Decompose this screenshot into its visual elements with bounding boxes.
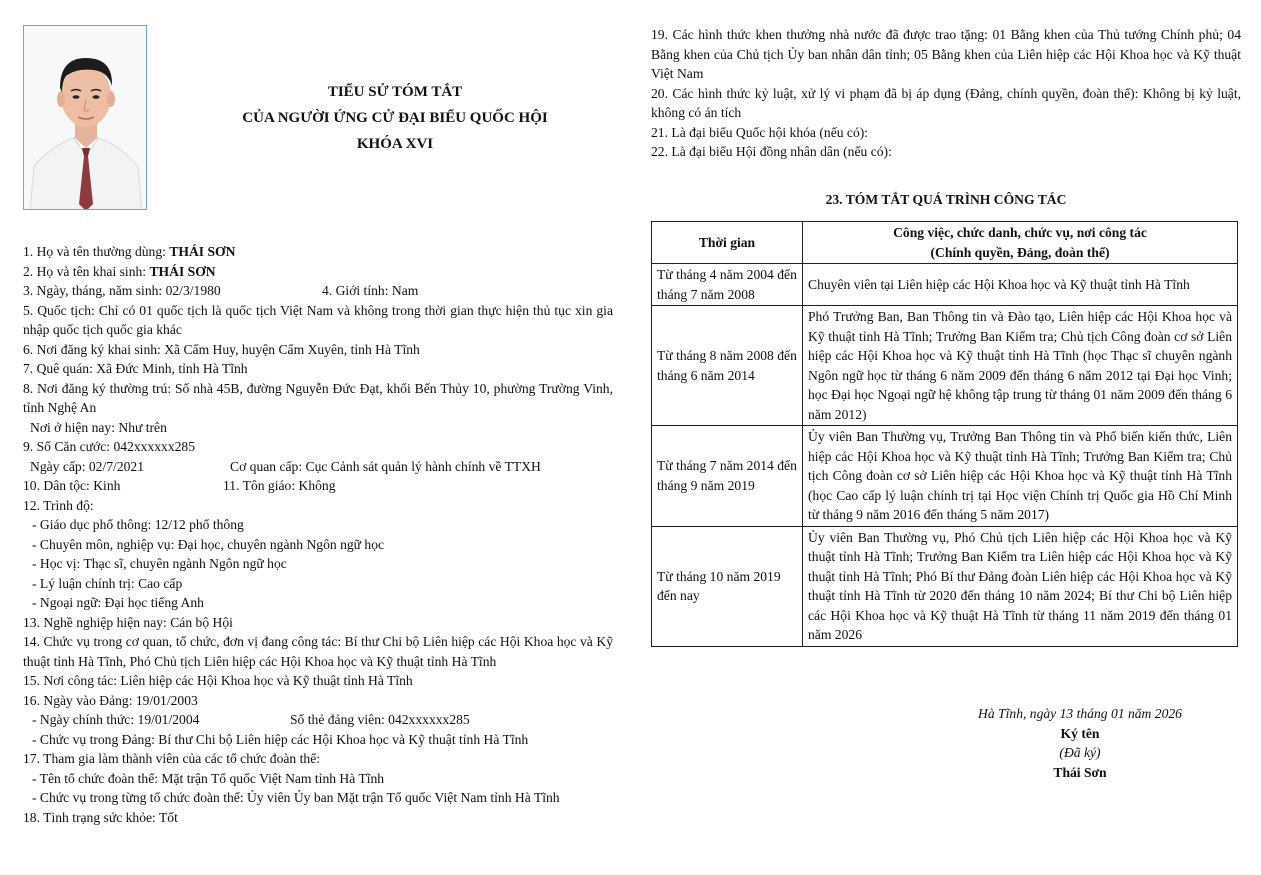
row-job: Ủy viên Ban Thường vụ, Phó Chủ tịch Liên hiệp các Hội Khoa học và Kỹ thuật tỉnh Hà Tĩnh; Trưởng Ban Kiểm tra Liên hiệp các Hội Khoa học và Kỹ thuật tỉnh Hà Tĩnh; Phó Bí thư Đảng đoàn Liên hiệp các Hội Khoa học và Kỹ thuật tỉnh Hà Tĩnh từ 2020 đến tháng 10 năm 2024; Bí thư Chi bộ Liên hiệp các Hội Khoa học và Kỹ thuật Hà Tĩnh từ tháng 11 năm 2019 đến tháng 01 năm 2026	[803, 526, 1238, 646]
item-ethnicity-religion	[23, 476, 613, 496]
row-job: Phó Trưởng Ban, Ban Thông tin và Đào tạo, Liên hiệp các Hội Khoa học và Kỹ thuật tỉnh Hà Tĩnh; Trưởng Ban Kiểm tra; Chủ tịch Công đoàn cơ sở Liên hiệp các Hội Khoa học và Kỹ thuật tỉnh Hà Tĩnh (học Thạc sĩ chuyên ngành Ngôn ngữ học từ tháng 6 năm 2009 đến tháng 6 năm 2012 tại Đại học Vinh; học Đại học Ngoại ngữ hệ không tập trung từ tháng 01 năm 2009 đến tháng 6 năm 2012)	[803, 306, 1238, 426]
item-current-residence: Nơi ở hiện nay: Như trên	[30, 419, 167, 435]
biography-right-column	[651, 25, 1241, 162]
item-education-political: - Lý luận chính trị: Cao cấp	[32, 575, 183, 591]
row-job: Chuyên viên tại Liên hiệp các Hội Khoa học và Kỹ thuật tỉnh Hà Tĩnh	[803, 264, 1238, 306]
candidate-photo	[23, 25, 147, 210]
work-history-table	[651, 221, 1238, 647]
item-hometown: 7. Quê quán: Xã Đức Minh, tỉnh Hà Tĩnh	[23, 361, 248, 376]
id-issuing-agency: Cơ quan cấp: Cục Cảnh sát quản lý hành chính về TTXH	[230, 458, 541, 474]
header-job-line-1: Công việc, chức danh, chức vụ, nơi công tác	[893, 225, 1147, 240]
title-line-2: CỦA NGƯỜI ỨNG CỬ ĐẠI BIỂU QUỐC HỘI	[242, 110, 548, 126]
biography-left-column	[23, 242, 613, 827]
item-position: 14. Chức vụ trong cơ quan, tổ chức, đơn vị đang công tác: Bí thư Chi bộ Liên hiệp các Hội Khoa học và Kỹ thuật tỉnh Hà Tĩnh, Phó Chủ tịch Liên hiệp các Hội Khoa học và Kỹ thuật tỉnh Hà Tĩnh	[23, 634, 613, 669]
item-permanent-residence: 8. Nơi đăng ký thường trú: Số nhà 45B, đường Nguyễn Đức Đạt, khối Bến Thủy 10, phường Trường Vinh, tỉnh Nghệ An	[23, 380, 613, 415]
item-birth-name: 2. Họ và tên khai sinh: THÁI SƠN	[23, 263, 216, 279]
item-education-general: - Giáo dục phổ thông: 12/12 phổ thông	[32, 517, 244, 532]
id-issue-date: Ngày cấp: 02/7/2021	[30, 458, 145, 474]
item-national-assembly: 21. Là đại biểu Quốc hội khóa (nếu có):	[651, 124, 869, 140]
signature-label: Ký tên	[1060, 725, 1100, 741]
document-title	[160, 79, 630, 157]
item-organization-position: - Chức vụ trong từng tổ chức đoàn thể: Ủy viên Ủy ban Mặt trận Tổ quốc Việt Nam tỉnh Hà Tĩnh	[32, 790, 560, 805]
item-birth-date-gender	[23, 281, 613, 301]
item-education-professional: - Chuyên môn, nghiệp vụ: Đại học, chuyên ngành Ngôn ngữ học	[32, 536, 385, 552]
birth-name-value: THÁI SƠN	[149, 263, 216, 279]
item-organization-name: - Tên tổ chức đoàn thể: Mặt trận Tổ quốc Việt Nam tỉnh Hà Tĩnh	[32, 770, 385, 786]
party-official-date: - Ngày chính thức: 19/01/2004	[32, 712, 200, 727]
row-time: Từ tháng 10 năm 2019 đến nay	[652, 526, 803, 646]
item-id-number: 9. Số Căn cước: 042xxxxxx285	[23, 439, 196, 454]
work-history-title: 23. TÓM TẮT QUÁ TRÌNH CÔNG TÁC	[825, 192, 1067, 207]
item-gender: 4. Giới tính: Nam	[322, 283, 419, 298]
header-job	[803, 222, 1238, 264]
signer-name: Thái Sơn	[1053, 764, 1107, 780]
table-row	[652, 426, 1238, 527]
item-peoples-council: 22. Là đại biểu Hội đồng nhân dân (nếu có):	[651, 144, 892, 159]
title-line-3: KHÓA XVI	[356, 136, 434, 152]
item-party-position: - Chức vụ trong Đảng: Bí thư Chi bộ Liên hiệp các Hội Khoa học và Kỹ thuật tỉnh Hà Tĩnh	[32, 731, 529, 747]
item-party-official	[23, 710, 613, 730]
item-awards: 19. Các hình thức khen thưởng nhà nước đã được trao tặng: 01 Bằng khen của Thủ tướng Chính phủ; 04 Bằng khen của Chủ tịch Ủy ban nhân dân tỉnh; 05 Bằng khen của Liên hiệp các Hội Khoa học và Kỹ thuật Việt Nam	[651, 27, 1241, 81]
item-education-language: - Ngoại ngữ: Đại học tiếng Anh	[32, 595, 204, 610]
table-row	[652, 264, 1238, 306]
item-birth-date: 3. Ngày, tháng, năm sinh: 02/3/1980	[23, 283, 221, 298]
item-religion: 11. Tôn giáo: Không	[223, 478, 336, 493]
item-organizations: 17. Tham gia làm thành viên của các tổ chức đoàn thể:	[23, 751, 321, 766]
table-header-row	[652, 222, 1238, 264]
item-birth-registration: 6. Nơi đăng ký khai sinh: Xã Cẩm Huy, huyện Cẩm Xuyên, tỉnh Hà Tĩnh	[23, 341, 420, 357]
item-workplace: 15. Nơi công tác: Liên hiệp các Hội Khoa học và Kỹ thuật tỉnh Hà Tĩnh	[23, 673, 413, 688]
table-row	[652, 526, 1238, 646]
row-time: Từ tháng 7 năm 2014 đến tháng 9 năm 2019	[652, 426, 803, 527]
common-name-value: THÁI SƠN	[169, 244, 236, 259]
signature-date: Hà Tĩnh, ngày 13 tháng 01 năm 2026	[978, 706, 1182, 721]
header-time: Thời gian	[652, 222, 803, 264]
item-education-heading: 12. Trình độ:	[23, 497, 94, 513]
row-time: Từ tháng 4 năm 2004 đến tháng 7 năm 2008	[652, 264, 803, 306]
item-nationality: 5. Quốc tịch: Chỉ có 01 quốc tịch là quốc tịch Việt Nam và không trong thời gian thực hiện thủ tục xin gia nhập quốc tịch quốc gia khác	[23, 302, 613, 337]
row-job: Ủy viên Ban Thường vụ, Trưởng Ban Thông tin và Phổ biến kiến thức, Liên hiệp các Hội Khoa học và Kỹ thuật tỉnh Hà Tĩnh; Trưởng Ban Kiểm tra; Chủ tịch Công đoàn cơ sở Liên hiệp các Hội Khoa học và Kỹ thuật tỉnh Hà Tĩnh (học Cao cấp lý luận chính trị tại Học viện Chính trị Quốc gia Hồ Chí Minh từ tháng 9 năm 2016 đến tháng 5 năm 2017)	[803, 426, 1238, 527]
title-line-1: TIỂU SỬ TÓM TẮT	[327, 84, 463, 100]
item-health: 18. Tình trạng sức khỏe: Tốt	[23, 809, 178, 825]
header-job-line-2: (Chính quyền, Đảng, đoàn thể)	[930, 244, 1110, 260]
item-education-degree: - Học vị: Thạc sĩ, chuyên ngành Ngôn ngữ học	[32, 556, 287, 571]
item-disciplinary: 20. Các hình thức kỷ luật, xử lý vi phạm đã bị áp dụng (Đảng, chính quyền, đoàn thể): Không bị kỷ luật, không có án tích	[651, 85, 1241, 120]
signature-block	[930, 704, 1230, 782]
portrait-image	[24, 26, 147, 210]
signed-note: (Đã ký)	[1059, 745, 1101, 760]
item-occupation: 13. Nghề nghiệp hiện nay: Cán bộ Hội	[23, 614, 233, 630]
item-id-issue	[23, 457, 613, 477]
item-common-name: 1. Họ và tên thường dùng: THÁI SƠN	[23, 244, 236, 259]
table-row	[652, 306, 1238, 426]
item-party-join-date: 16. Ngày vào Đảng: 19/01/2003	[23, 692, 198, 708]
item-ethnicity: 10. Dân tộc: Kinh	[23, 478, 121, 493]
party-card-number: Số thẻ đảng viên: 042xxxxxx285	[290, 712, 470, 727]
row-time: Từ tháng 8 năm 2008 đến tháng 6 năm 2014	[652, 306, 803, 426]
